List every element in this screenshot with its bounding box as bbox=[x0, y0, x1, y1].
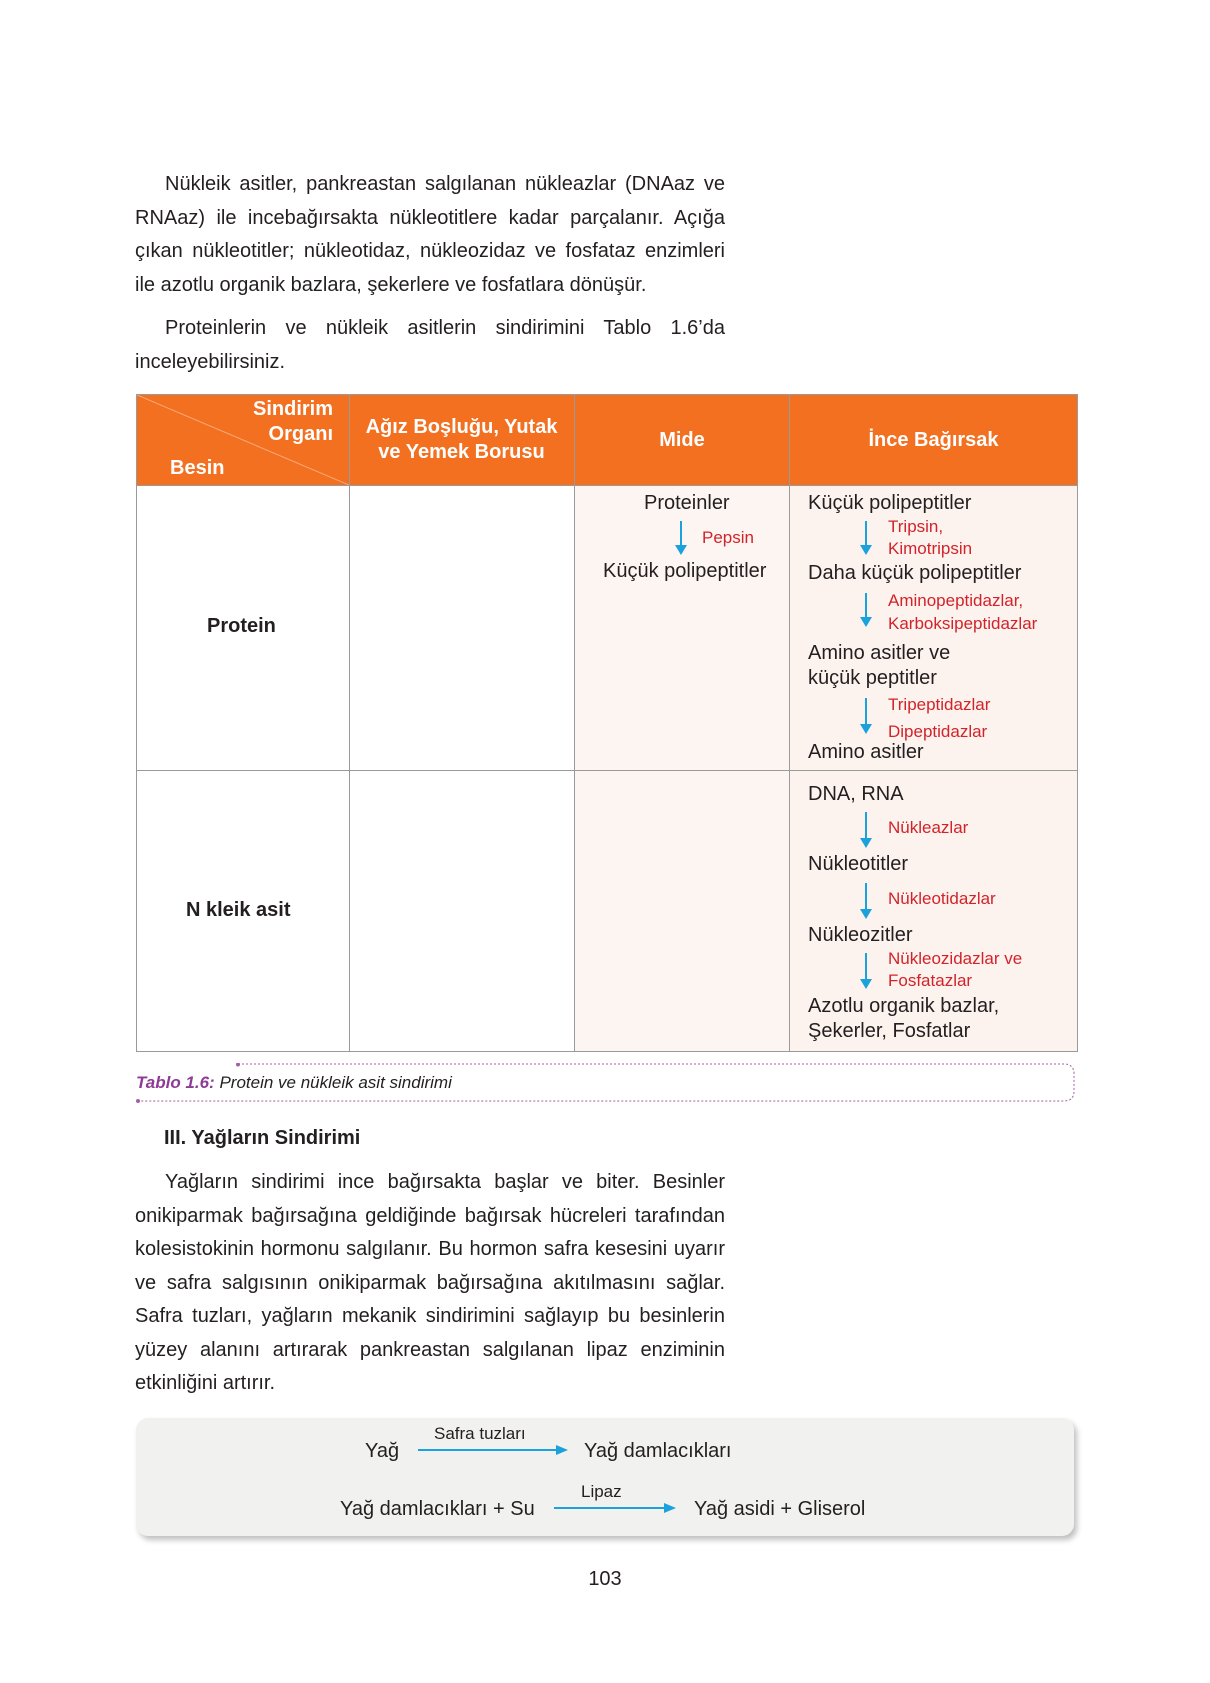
intestine-nucleic-step4a: Azotlu organik bazlar, bbox=[808, 995, 1000, 1017]
enzyme-nukleazlar: Nükleazlar bbox=[888, 818, 969, 837]
paragraph-nucleic-acids: Nükleik asitler, pankreastan salgılanan nükleazlar (DNAaz ve RNAaz) ile incebağırsakta nükleotitlere kadar parçalanır. Açığa çıkan nükleotitler; nükleotidaz, nükleozidaz ve fosfataz enzimleri ile azotlu organik bazlara, şekerlere ve fosfatlara dönüşür. bbox=[135, 173, 725, 296]
intestine-protein-step4: Amino asitler bbox=[808, 741, 924, 763]
caption-label: Tablo 1.6: bbox=[136, 1073, 215, 1092]
enzyme-dipeptidazlar: Dipeptidazlar bbox=[888, 722, 988, 741]
header-organ-line2: Organı bbox=[268, 423, 333, 445]
enzyme-nukleotidazlar: Nükleotidazlar bbox=[888, 889, 996, 908]
reaction1-left: Yağ bbox=[365, 1440, 400, 1462]
intestine-nucleic-step1: DNA, RNA bbox=[808, 783, 904, 805]
arrow-down-icon bbox=[859, 953, 873, 989]
header-mouth-line1: Ağız Boşluğu, Yutak bbox=[365, 416, 558, 438]
enzyme-pepsin: Pepsin bbox=[702, 528, 754, 547]
page-number: 103 bbox=[588, 1568, 622, 1590]
intestine-protein-step3b: küçük peptitler bbox=[808, 667, 937, 689]
row-label-nucleic-acid: N kleik asit bbox=[186, 899, 291, 921]
intestine-nucleic-step4b: Şekerler, Fosfatlar bbox=[808, 1020, 971, 1042]
arrow-down-icon bbox=[859, 593, 873, 627]
header-small-intestine-column: İnce Bağırsak bbox=[868, 428, 999, 451]
intestine-protein-step2: Daha küçük polipeptitler bbox=[808, 562, 1022, 584]
paragraph-fat-digestion: Yağların sindirimi ince bağırsakta başlar ve biter. Besinler onikiparmak bağırsağına geldiğinde bağırsak hücreleri tarafından kolesistokinin hormonu salgılanır. Bu hormon safra kesesini uyarır ve safra salgısının onikiparmak bağırsağına akıtılmasını sağlar. Safra tuzları, yağların mekanik sindirimini sağlayıp bu besinlerin yüzey alanını artırarak pankreastan salgılanan lipaz enziminin etkinliğini artırır. bbox=[135, 1171, 725, 1394]
enzyme-fosfatazlar: Fosfatazlar bbox=[888, 971, 973, 990]
arrow-down-icon bbox=[859, 521, 873, 555]
arrow-down-icon bbox=[859, 812, 873, 848]
intestine-protein-step3a: Amino asitler ve bbox=[808, 642, 951, 664]
column-divider bbox=[349, 395, 350, 1051]
reaction1-over: Safra tuzları bbox=[434, 1424, 526, 1443]
enzyme-karboksipeptidazlar: Karboksipeptidazlar bbox=[888, 614, 1038, 633]
table-caption bbox=[136, 1063, 1076, 1103]
row-label-protein: Protein bbox=[207, 615, 276, 637]
arrow-right-icon bbox=[418, 1444, 568, 1456]
header-mouth-column bbox=[349, 395, 574, 485]
intestine-nucleic-step2: Nükleotitler bbox=[808, 853, 909, 875]
arrow-right-icon bbox=[554, 1502, 676, 1514]
enzyme-aminopeptidazlar: Aminopeptidazlar, bbox=[888, 591, 1024, 610]
caption-text bbox=[136, 1073, 452, 1093]
table-header bbox=[137, 395, 1077, 485]
arrow-down-icon bbox=[674, 521, 688, 555]
intestine-protein-step1: Küçük polipeptitler bbox=[808, 492, 972, 514]
header-organ bbox=[137, 397, 333, 447]
reaction-box bbox=[136, 1418, 1074, 1536]
arrow-down-icon bbox=[859, 698, 873, 734]
header-organ-line1: Sindirim bbox=[252, 398, 333, 420]
caption-description: Protein ve nükleik asit sindirimi bbox=[214, 1073, 452, 1092]
intestine-nucleic-step3: Nükleozitler bbox=[808, 924, 913, 946]
reaction2-over: Lipaz bbox=[581, 1482, 622, 1501]
header-mouth-line2: ve Yemek Borusu bbox=[378, 441, 545, 463]
reaction1-right: Yağ damlacıkları bbox=[584, 1440, 732, 1462]
column-divider bbox=[789, 395, 790, 1051]
arrow-down-icon bbox=[859, 883, 873, 919]
enzyme-kimotripsin: Kimotripsin bbox=[888, 539, 973, 558]
row-divider bbox=[137, 770, 1077, 771]
reaction2-left: Yağ damlacıkları + Su bbox=[340, 1498, 535, 1520]
enzyme-tripeptidazlar: Tripeptidazlar bbox=[888, 695, 991, 714]
section-title: III. Yağların Sindirimi bbox=[164, 1127, 361, 1149]
header-stomach-column: Mide bbox=[659, 428, 705, 451]
stomach-protein-end: Küçük polipeptitler bbox=[603, 560, 767, 582]
enzyme-nukleozidazlar: Nükleozidazlar ve bbox=[888, 949, 1023, 968]
digestion-table bbox=[136, 394, 1078, 1052]
reaction2-right: Yağ asidi + Gliserol bbox=[694, 1498, 866, 1520]
enzyme-tripsin: Tripsin, bbox=[888, 517, 944, 536]
stomach-protein-start: Proteinler bbox=[644, 492, 730, 514]
paragraph-table-reference: Proteinlerin ve nükleik asitlerin sindirimini Tablo 1.6’da inceleyebilirsiniz. bbox=[135, 317, 725, 373]
row-divider bbox=[137, 485, 1077, 486]
header-food: Besin bbox=[170, 457, 225, 479]
column-divider bbox=[574, 395, 575, 1051]
